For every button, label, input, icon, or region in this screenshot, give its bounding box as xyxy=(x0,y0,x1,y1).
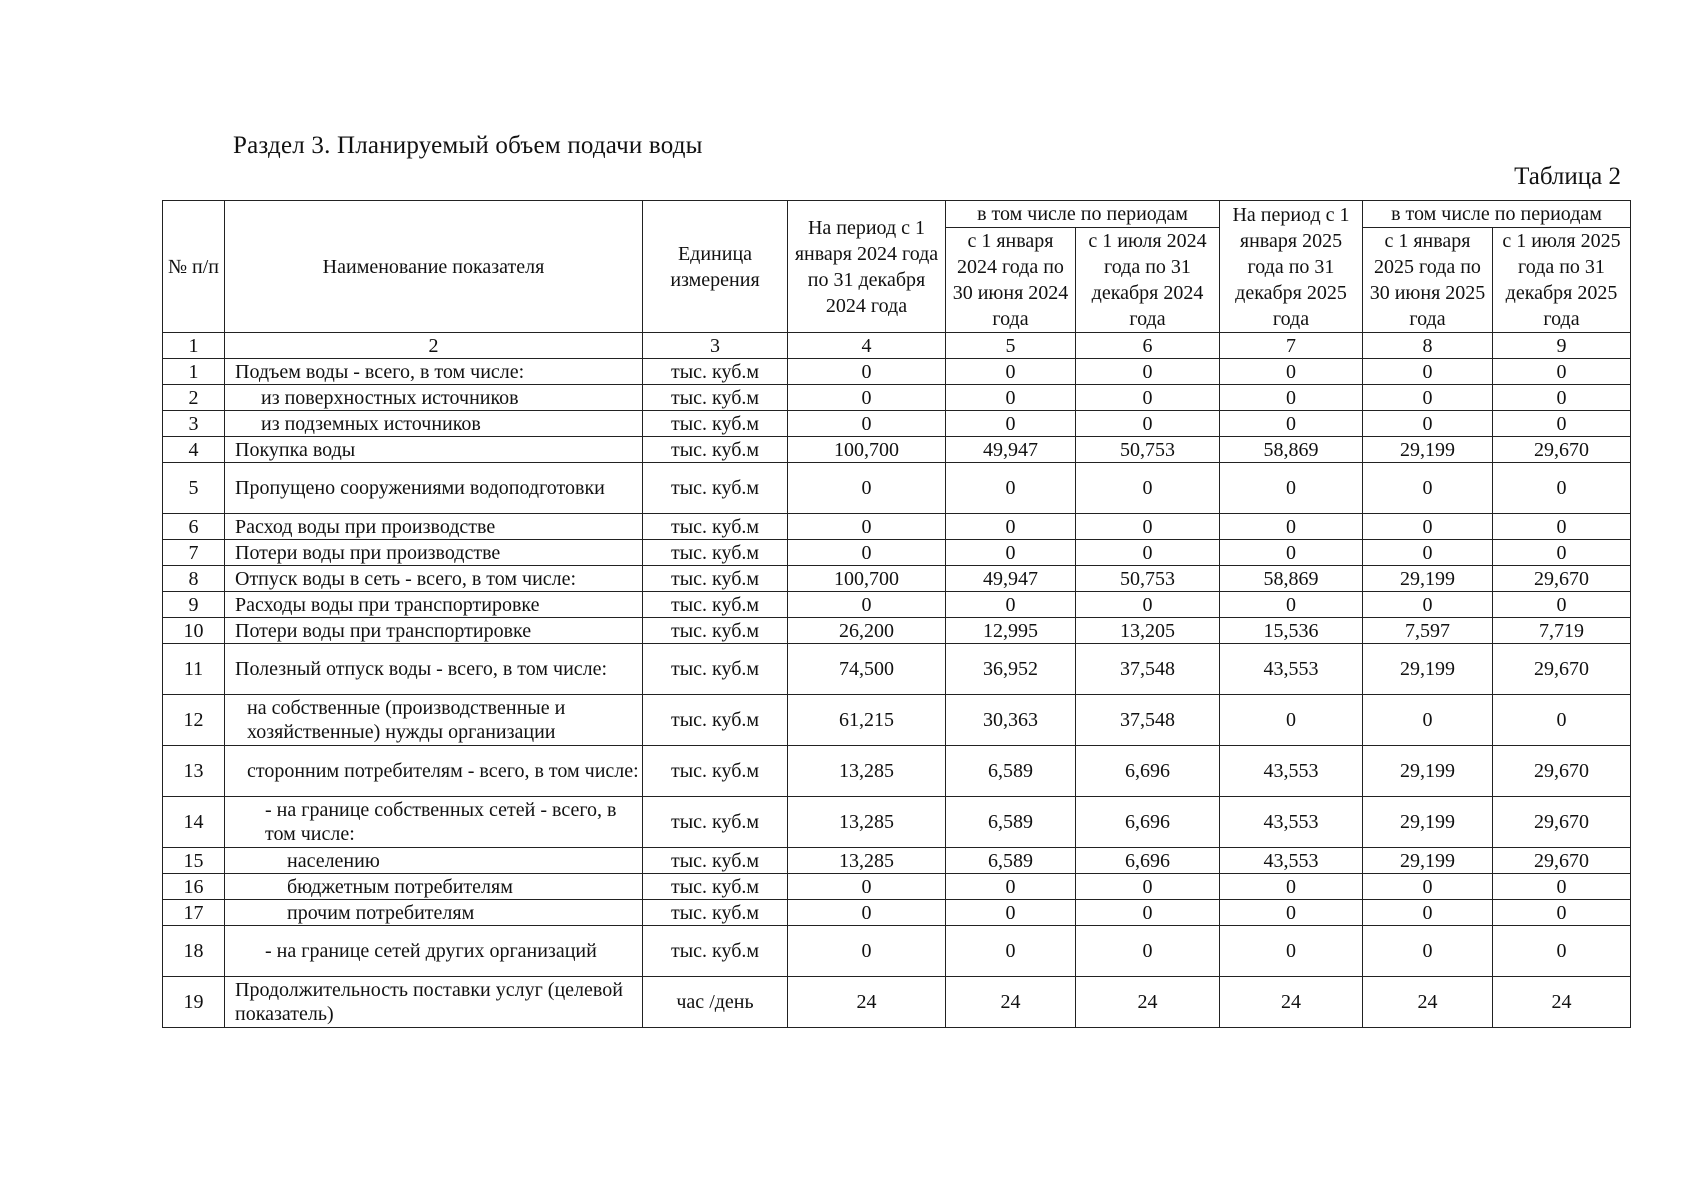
row-num: 18 xyxy=(163,926,225,977)
row-name: Расход воды при производстве xyxy=(225,514,643,540)
table-row xyxy=(163,540,1631,566)
row-value: 0 xyxy=(788,592,946,618)
row-value: 0 xyxy=(788,385,946,411)
table-row xyxy=(163,746,1631,797)
table-row xyxy=(163,437,1631,463)
row-name: бюджетным потребителям xyxy=(225,874,643,900)
row-unit: тыс. куб.м xyxy=(643,797,788,848)
row-value: 58,869 xyxy=(1220,566,1363,592)
table-row xyxy=(163,411,1631,437)
row-value: 0 xyxy=(1493,926,1631,977)
row-value: 0 xyxy=(1363,359,1493,385)
row-value: 6,589 xyxy=(946,746,1076,797)
row-value: 0 xyxy=(1363,592,1493,618)
row-value: 7,597 xyxy=(1363,618,1493,644)
row-unit: тыс. куб.м xyxy=(643,463,788,514)
row-value: 0 xyxy=(1363,874,1493,900)
row-value: 58,869 xyxy=(1220,437,1363,463)
row-value: 6,589 xyxy=(946,848,1076,874)
row-value: 43,553 xyxy=(1220,797,1363,848)
row-value: 0 xyxy=(1220,874,1363,900)
row-value: 0 xyxy=(1076,926,1220,977)
row-value: 0 xyxy=(1076,463,1220,514)
row-num: 1 xyxy=(163,359,225,385)
header-unit: Единица измерения xyxy=(643,201,788,333)
table-row xyxy=(163,797,1631,848)
row-value: 24 xyxy=(1220,977,1363,1028)
row-value: 0 xyxy=(1220,359,1363,385)
row-value: 0 xyxy=(1493,900,1631,926)
row-num: 8 xyxy=(163,566,225,592)
row-value: 13,285 xyxy=(788,746,946,797)
row-name: - на границе собственных сетей - всего, в том числе: xyxy=(225,797,643,848)
column-number: 3 xyxy=(643,333,788,359)
row-unit: тыс. куб.м xyxy=(643,540,788,566)
row-value: 0 xyxy=(1493,540,1631,566)
row-unit: тыс. куб.м xyxy=(643,848,788,874)
row-name: Потери воды при транспортировке xyxy=(225,618,643,644)
row-value: 0 xyxy=(1220,514,1363,540)
column-number: 2 xyxy=(225,333,643,359)
row-value: 0 xyxy=(946,592,1076,618)
row-value: 29,199 xyxy=(1363,566,1493,592)
row-value: 0 xyxy=(1076,592,1220,618)
row-value: 29,670 xyxy=(1493,746,1631,797)
row-value: 6,589 xyxy=(946,797,1076,848)
row-num: 17 xyxy=(163,900,225,926)
row-value: 0 xyxy=(946,926,1076,977)
row-value: 24 xyxy=(1363,977,1493,1028)
table-row xyxy=(163,644,1631,695)
row-name: из поверхностных источников xyxy=(225,385,643,411)
row-num: 15 xyxy=(163,848,225,874)
row-unit: тыс. куб.м xyxy=(643,695,788,746)
row-value: 0 xyxy=(1076,900,1220,926)
row-value: 0 xyxy=(946,540,1076,566)
row-value: 13,285 xyxy=(788,797,946,848)
row-value: 29,670 xyxy=(1493,797,1631,848)
row-value: 0 xyxy=(788,411,946,437)
row-unit: тыс. куб.м xyxy=(643,926,788,977)
table-row xyxy=(163,463,1631,514)
row-value: 0 xyxy=(946,874,1076,900)
row-name: Потери воды при производстве xyxy=(225,540,643,566)
row-value: 0 xyxy=(1220,900,1363,926)
row-value: 36,952 xyxy=(946,644,1076,695)
row-value: 0 xyxy=(1076,514,1220,540)
row-value: 0 xyxy=(1363,695,1493,746)
row-name: Пропущено сооружениями водоподготовки xyxy=(225,463,643,514)
row-value: 50,753 xyxy=(1076,566,1220,592)
row-unit: тыс. куб.м xyxy=(643,411,788,437)
row-value: 37,548 xyxy=(1076,695,1220,746)
header-h2-2025: с 1 июля 2025 года по 31 декабря 2025 года xyxy=(1493,228,1631,333)
row-unit: тыс. куб.м xyxy=(643,514,788,540)
row-value: 0 xyxy=(1493,695,1631,746)
row-value: 12,995 xyxy=(946,618,1076,644)
row-name: Отпуск воды в сеть - всего, в том числе: xyxy=(225,566,643,592)
header-num: № п/п xyxy=(163,201,225,333)
row-value: 0 xyxy=(946,514,1076,540)
row-value: 100,700 xyxy=(788,437,946,463)
row-value: 29,199 xyxy=(1363,437,1493,463)
row-unit: тыс. куб.м xyxy=(643,566,788,592)
row-name: Покупка воды xyxy=(225,437,643,463)
row-num: 13 xyxy=(163,746,225,797)
row-value: 0 xyxy=(1076,874,1220,900)
row-num: 16 xyxy=(163,874,225,900)
row-value: 0 xyxy=(946,385,1076,411)
row-num: 2 xyxy=(163,385,225,411)
row-unit: тыс. куб.м xyxy=(643,644,788,695)
table-row xyxy=(163,566,1631,592)
column-number: 6 xyxy=(1076,333,1220,359)
row-name: прочим потребителям xyxy=(225,900,643,926)
row-value: 43,553 xyxy=(1220,848,1363,874)
row-value: 29,670 xyxy=(1493,848,1631,874)
row-unit: тыс. куб.м xyxy=(643,385,788,411)
column-number-row xyxy=(163,333,1631,359)
table-row xyxy=(163,618,1631,644)
header-including-2024: в том числе по периодам xyxy=(946,201,1220,228)
table-row xyxy=(163,977,1631,1028)
row-num: 5 xyxy=(163,463,225,514)
row-value: 0 xyxy=(946,463,1076,514)
row-num: 19 xyxy=(163,977,225,1028)
row-value: 0 xyxy=(1363,926,1493,977)
row-value: 0 xyxy=(788,874,946,900)
row-unit: тыс. куб.м xyxy=(643,592,788,618)
table-row xyxy=(163,900,1631,926)
row-unit: тыс. куб.м xyxy=(643,359,788,385)
row-value: 0 xyxy=(1493,514,1631,540)
row-num: 11 xyxy=(163,644,225,695)
row-value: 0 xyxy=(1493,359,1631,385)
row-unit: тыс. куб.м xyxy=(643,874,788,900)
row-name: - на границе сетей других организаций xyxy=(225,926,643,977)
row-value: 0 xyxy=(1220,592,1363,618)
row-value: 0 xyxy=(1493,411,1631,437)
row-unit: тыс. куб.м xyxy=(643,746,788,797)
row-value: 100,700 xyxy=(788,566,946,592)
table-row xyxy=(163,359,1631,385)
row-value: 0 xyxy=(1220,926,1363,977)
row-value: 0 xyxy=(788,900,946,926)
row-value: 37,548 xyxy=(1076,644,1220,695)
row-value: 0 xyxy=(946,900,1076,926)
row-value: 0 xyxy=(1493,874,1631,900)
row-value: 29,199 xyxy=(1363,746,1493,797)
row-name: из подземных источников xyxy=(225,411,643,437)
column-number: 1 xyxy=(163,333,225,359)
row-value: 15,536 xyxy=(1220,618,1363,644)
row-value: 0 xyxy=(1076,385,1220,411)
row-name: сторонним потребителям - всего, в том числе: xyxy=(225,746,643,797)
row-value: 49,947 xyxy=(946,437,1076,463)
row-unit: тыс. куб.м xyxy=(643,618,788,644)
row-value: 0 xyxy=(1220,411,1363,437)
table-row xyxy=(163,848,1631,874)
row-value: 0 xyxy=(1363,463,1493,514)
row-value: 29,199 xyxy=(1363,797,1493,848)
row-num: 12 xyxy=(163,695,225,746)
row-value: 24 xyxy=(1493,977,1631,1028)
row-value: 30,363 xyxy=(946,695,1076,746)
row-value: 26,200 xyxy=(788,618,946,644)
column-number: 8 xyxy=(1363,333,1493,359)
table-row xyxy=(163,592,1631,618)
row-value: 0 xyxy=(788,514,946,540)
header-period-2025: На период с 1 января 2025 года по 31 декабря 2025 года xyxy=(1220,201,1363,333)
row-value: 61,215 xyxy=(788,695,946,746)
row-num: 9 xyxy=(163,592,225,618)
row-value: 0 xyxy=(1220,385,1363,411)
column-number: 4 xyxy=(788,333,946,359)
row-value: 29,670 xyxy=(1493,437,1631,463)
row-value: 29,199 xyxy=(1363,644,1493,695)
row-value: 0 xyxy=(1363,540,1493,566)
row-num: 14 xyxy=(163,797,225,848)
row-value: 0 xyxy=(1363,411,1493,437)
row-value: 43,553 xyxy=(1220,644,1363,695)
row-num: 10 xyxy=(163,618,225,644)
table-row xyxy=(163,514,1631,540)
row-value: 0 xyxy=(1493,592,1631,618)
table-row xyxy=(163,926,1631,977)
row-value: 0 xyxy=(1363,385,1493,411)
header-row-top xyxy=(163,201,1631,228)
row-value: 29,199 xyxy=(1363,848,1493,874)
row-value: 6,696 xyxy=(1076,848,1220,874)
row-value: 0 xyxy=(788,463,946,514)
row-value: 7,719 xyxy=(1493,618,1631,644)
row-num: 3 xyxy=(163,411,225,437)
row-value: 29,670 xyxy=(1493,644,1631,695)
row-value: 0 xyxy=(788,359,946,385)
row-value: 49,947 xyxy=(946,566,1076,592)
row-value: 43,553 xyxy=(1220,746,1363,797)
header-name: Наименование показателя xyxy=(225,201,643,333)
header-h1-2025: с 1 января 2025 года по 30 июня 2025 года xyxy=(1363,228,1493,333)
row-name: населению xyxy=(225,848,643,874)
row-value: 13,285 xyxy=(788,848,946,874)
row-value: 0 xyxy=(788,926,946,977)
table-row xyxy=(163,385,1631,411)
row-value: 0 xyxy=(1493,463,1631,514)
row-value: 0 xyxy=(1076,540,1220,566)
row-value: 6,696 xyxy=(1076,746,1220,797)
row-value: 74,500 xyxy=(788,644,946,695)
row-unit: час /день xyxy=(643,977,788,1028)
row-value: 24 xyxy=(1076,977,1220,1028)
row-num: 6 xyxy=(163,514,225,540)
row-value: 13,205 xyxy=(1076,618,1220,644)
table-row xyxy=(163,695,1631,746)
row-value: 0 xyxy=(1220,695,1363,746)
row-value: 0 xyxy=(1220,463,1363,514)
row-name: на собственные (производственные и хозяйственные) нужды организации xyxy=(225,695,643,746)
table-row xyxy=(163,874,1631,900)
row-unit: тыс. куб.м xyxy=(643,900,788,926)
row-value: 24 xyxy=(946,977,1076,1028)
header-h2-2024: с 1 июля 2024 года по 31 декабря 2024 года xyxy=(1076,228,1220,333)
row-value: 24 xyxy=(788,977,946,1028)
row-value: 0 xyxy=(1363,514,1493,540)
row-num: 4 xyxy=(163,437,225,463)
column-number: 5 xyxy=(946,333,1076,359)
row-value: 0 xyxy=(1363,900,1493,926)
section-title: Раздел 3. Планируемый объем подачи воды xyxy=(233,132,703,159)
header-including-2025: в том числе по периодам xyxy=(1363,201,1631,228)
column-number: 7 xyxy=(1220,333,1363,359)
row-name: Подъем воды - всего, в том числе: xyxy=(225,359,643,385)
table-label: Таблица 2 xyxy=(1514,163,1621,190)
row-value: 0 xyxy=(1220,540,1363,566)
row-value: 0 xyxy=(946,411,1076,437)
row-name: Расходы воды при транспортировке xyxy=(225,592,643,618)
row-value: 0 xyxy=(1493,385,1631,411)
row-value: 50,753 xyxy=(1076,437,1220,463)
water-supply-table xyxy=(162,200,1631,1028)
row-value: 6,696 xyxy=(1076,797,1220,848)
row-unit: тыс. куб.м xyxy=(643,437,788,463)
header-h1-2024: с 1 января 2024 года по 30 июня 2024 года xyxy=(946,228,1076,333)
row-name: Продолжительность поставки услуг (целевой показатель) xyxy=(225,977,643,1028)
row-name: Полезный отпуск воды - всего, в том числе: xyxy=(225,644,643,695)
row-num: 7 xyxy=(163,540,225,566)
column-number: 9 xyxy=(1493,333,1631,359)
row-value: 0 xyxy=(946,359,1076,385)
row-value: 0 xyxy=(1076,359,1220,385)
row-value: 0 xyxy=(1076,411,1220,437)
row-value: 0 xyxy=(788,540,946,566)
row-value: 29,670 xyxy=(1493,566,1631,592)
header-period-2024: На период с 1 января 2024 года по 31 декабря 2024 года xyxy=(788,201,946,333)
